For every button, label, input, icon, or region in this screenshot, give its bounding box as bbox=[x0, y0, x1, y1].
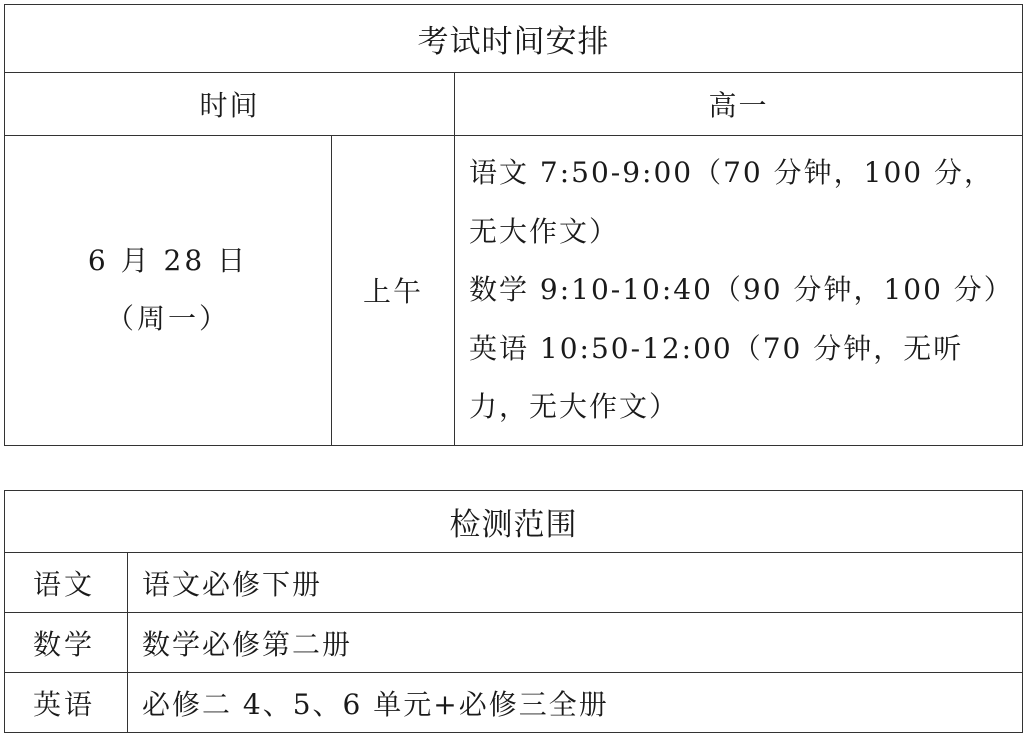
exam-date-cell bbox=[5, 136, 332, 446]
scope-row bbox=[5, 673, 1023, 733]
scope-content-math: 数学必修第二册 bbox=[128, 613, 1023, 673]
subject-chinese-schedule: 语文 7:50-9:00（70 分钟，100 分，无大作文） bbox=[469, 156, 994, 248]
scope-title: 检测范围 bbox=[5, 491, 1023, 553]
exam-subjects-cell bbox=[455, 136, 1023, 446]
scope-subject-chinese: 语文 bbox=[5, 553, 128, 613]
time-header: 时间 bbox=[5, 73, 455, 136]
scope-row bbox=[5, 613, 1023, 673]
exam-period: 上午 bbox=[332, 136, 455, 446]
scope-subject-math: 数学 bbox=[5, 613, 128, 673]
exam-date: 6 月 28 日 bbox=[87, 244, 249, 278]
scope-content-english: 必修二 4、5、6 单元+必修三全册 bbox=[128, 673, 1023, 733]
scope-row bbox=[5, 553, 1023, 613]
scope-subject-english: 英语 bbox=[5, 673, 128, 733]
scope-content-chinese: 语文必修下册 bbox=[128, 553, 1023, 613]
subject-math-schedule: 数学 9:10-10:40（90 分钟，100 分） bbox=[469, 273, 1014, 306]
schedule-title: 考试时间安排 bbox=[5, 5, 1023, 73]
subject-english-schedule: 英语 10:50-12:00（70 分钟，无听力，无大作文） bbox=[469, 331, 964, 423]
grade-header: 高一 bbox=[455, 73, 1023, 136]
exam-scope-table bbox=[4, 490, 1023, 733]
exam-weekday: （周一） bbox=[105, 302, 230, 336]
exam-schedule-table bbox=[4, 4, 1023, 446]
